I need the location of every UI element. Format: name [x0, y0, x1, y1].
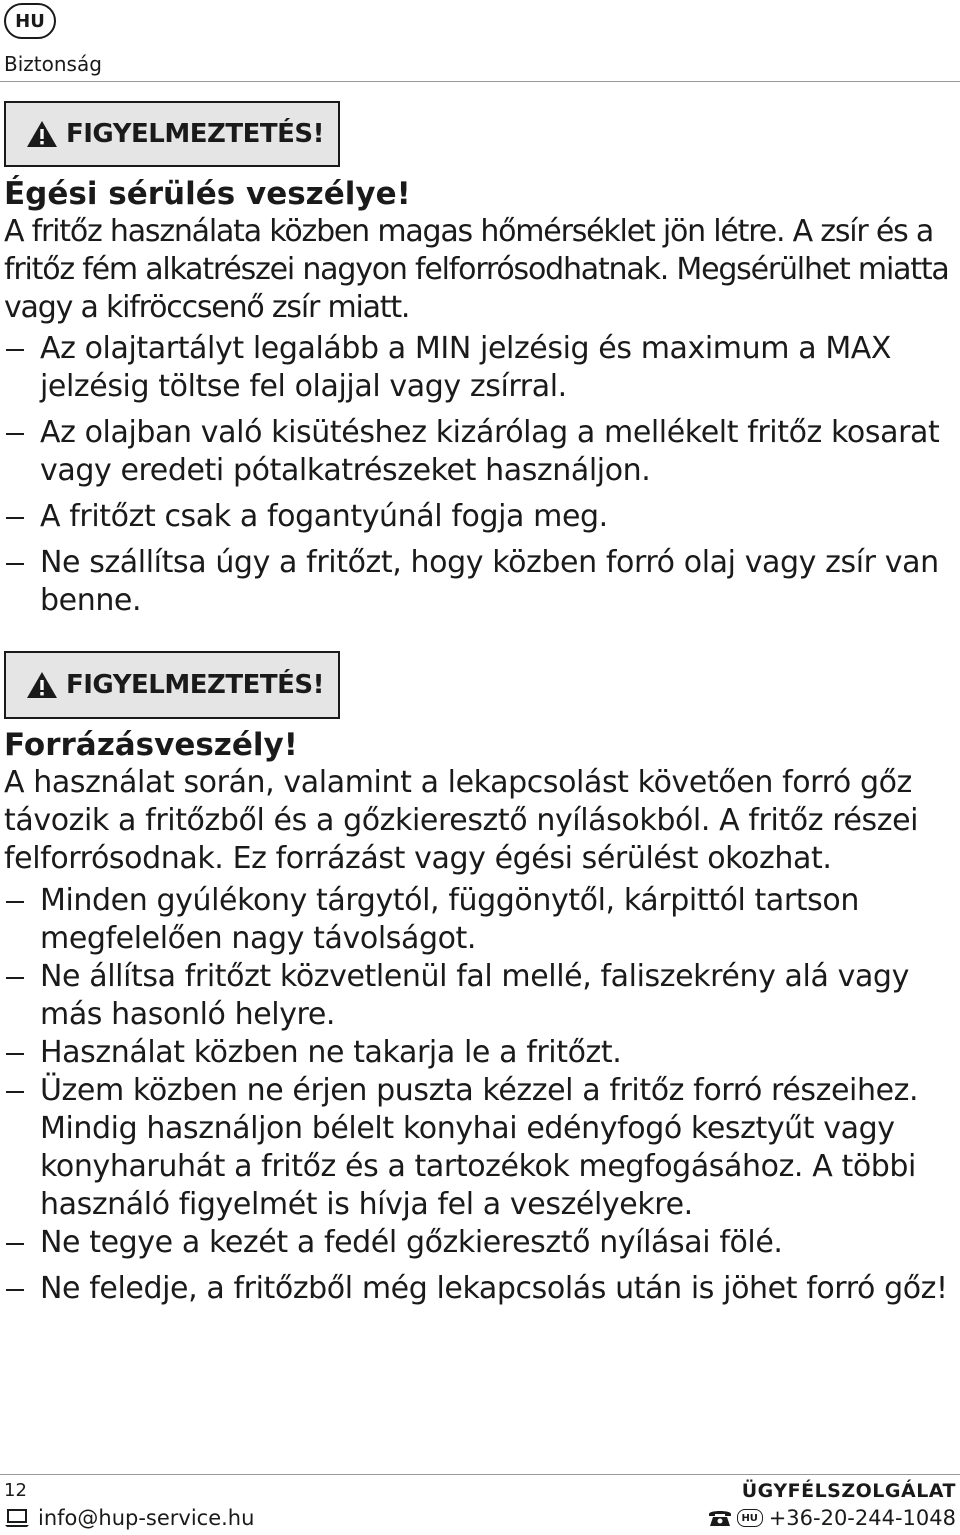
- warning-section-2: [4, 726, 960, 1308]
- warning-triangle-icon: [26, 671, 58, 699]
- hazard-title-1: Égési sérülés veszélye!: [4, 176, 411, 212]
- telephone-icon: [707, 1508, 733, 1528]
- footer-divider: [0, 1474, 960, 1475]
- page-number: 12: [4, 1480, 27, 1501]
- list-item: Az olajban való kisütéshez kizárólag a mellékelt fritőz kosarat vagy eredeti pótalkatrészeket használjon.: [4, 414, 960, 490]
- warning-triangle-icon: [26, 120, 58, 148]
- list-item: Ne feledje, a fritőzből még lekapcsolás után is jöhet forró gőz!: [4, 1270, 960, 1308]
- footer-phone: [707, 1506, 956, 1530]
- warning-label-1: FIGYELMEZTETÉS!: [66, 119, 324, 149]
- phone-country-badge: HU: [737, 1509, 763, 1527]
- warning-section-1: [4, 175, 960, 620]
- section-title: Biztonság: [4, 52, 102, 76]
- list-item: A fritőzt csak a fogantyúnál fogja meg.: [4, 498, 960, 536]
- list-item: Az olajtartályt legalább a MIN jelzésig és maximum a MAX jelzésig töltse fel olajjal vagy zsírral.: [4, 330, 960, 406]
- list-item: Ne állítsa fritőzt közvetlenül fal mellé, faliszekrény alá vagy más hasonló helyre.: [4, 958, 960, 1034]
- hazard-intro-1: A fritőz használata közben magas hőmérséklet jön létre. A zsír és a fritőz fém alkatrészei nagyon felforrósodhatnak. Megsérülhet miatta vagy a kifröccsenő zsír miatt.: [4, 214, 949, 325]
- warning-box-1: [4, 101, 340, 167]
- language-badge: HU: [4, 3, 56, 39]
- email-link[interactable]: info@hup-service.hu: [38, 1506, 255, 1530]
- phone-number[interactable]: +36-20-244-1048: [768, 1506, 956, 1530]
- list-item: Minden gyúlékony tárgytól, függönytől, kárpittól tartson megfelelően nagy távolságot.: [4, 882, 960, 958]
- list-item: Ne tegye a kezét a fedél gőzkieresztő nyílásai fölé.: [4, 1224, 960, 1262]
- list-item: Ne szállítsa úgy a fritőzt, hogy közben forró olaj vagy zsír van benne.: [4, 544, 960, 620]
- warning-box-2: [4, 651, 340, 719]
- laptop-icon: [4, 1508, 30, 1528]
- warning-label-2: FIGYELMEZTETÉS!: [66, 670, 324, 700]
- customer-service-title: ÜGYFÉLSZOLGÁLAT: [741, 1480, 956, 1502]
- precaution-list-1: [4, 330, 960, 620]
- hazard-intro-2: A használat során, valamint a lekapcsolást követően forró gőz távozik a fritőzből és a gőzkieresztő nyílásokból. A fritőz részei felforrósodnak. Ez forrázást vagy égési sérülést okozhat.: [4, 765, 919, 876]
- list-item: Üzem közben ne érjen puszta kézzel a fritőz forró részeihez. Mindig használjon bélelt konyhai edényfogó kesztyűt vagy konyharuhát a fritőz és a tartozékok megfogásához. A többi használó figyelmét is hívja fel a veszélyekre.: [4, 1072, 960, 1224]
- list-item: Használat közben ne takarja le a fritőzt.: [4, 1034, 960, 1072]
- header-divider: [0, 81, 960, 82]
- hazard-title-2: Forrázásveszély!: [4, 727, 298, 763]
- precaution-list-2: [4, 882, 960, 1308]
- footer-email: [4, 1506, 254, 1530]
